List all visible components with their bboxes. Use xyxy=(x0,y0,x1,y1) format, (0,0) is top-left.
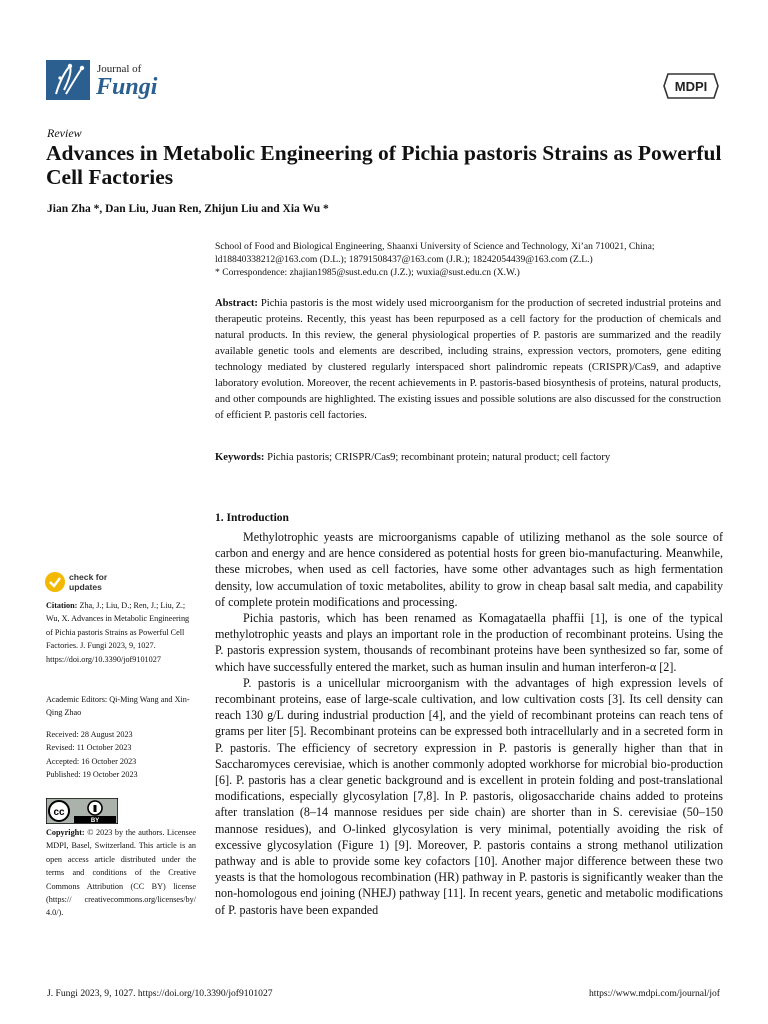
journal-of-label: Journal of xyxy=(97,63,142,75)
check-for-updates-button[interactable] xyxy=(45,572,175,596)
keywords-text: Pichia pastoris; CRISPR/Cas9; recombinant protein; natural product; cell factory xyxy=(267,452,611,463)
check-updates-icon xyxy=(45,572,65,592)
copyright-block xyxy=(46,826,196,920)
date-received: Received: 28 August 2023 xyxy=(46,730,133,739)
correspondence-line: * Correspondence: zhajian1985@sust.edu.cn (J.Z.); wuxia@sust.edu.cn (X.W.) xyxy=(215,267,520,278)
keywords xyxy=(215,452,721,463)
date-revised: Revised: 11 October 2023 xyxy=(46,743,132,753)
article-title: Advances in Metabolic Engineering of Pichia pastoris Strains as Powerful Cell Factories xyxy=(46,141,722,189)
dates-block xyxy=(46,728,196,782)
citation-text: Zha, J.; Liu, D.; Ren, J.; Liu, Z.; Wu, X. Advances in Metabolic Engineering of Pichia pastoris Strains as Powerful Cell Factories. J. Fungi 2023, 9, 1027. https://doi.org/10.3390/jof9101027 xyxy=(46,601,190,664)
journal-name: Fungi xyxy=(96,74,158,100)
citation-block xyxy=(46,599,196,666)
author-list: Jian Zha *, Dan Liu, Juan Ren, Zhijun Liu and Xia Wu * xyxy=(47,203,329,215)
abstract-label: Abstract: xyxy=(215,298,258,309)
date-published: Published: 19 October 2023 xyxy=(46,770,138,780)
abstract-text: Pichia pastoris is the most widely used microorganism for the production of secreted industrial proteins and therapeutic proteins. Recently, this yeast has been repurposed as a cell factory for the production of chemicals and natural products. In this review, the general physiological properties of P. pastoris are summarized and the readily available genetic tools and elements are described, including strains, expression vectors, promoters, gene editing technology mediated by clustered regularly interspaced short palindromic repeats (CRISPR)/Cas9, and adaptive laboratory evolution. Moreover, the recent achievements in P. pastoris-based biosynthesis of proteins, natural products, and other compounds are highlighted. The existing issues and possible solutions are also discussed for the construction of efficient P. pastoris cell factories. xyxy=(215,298,721,421)
copyright-text: © 2023 by the authors. Licensee MDPI, Basel, Switzerland. This article is an open access article distributed under the terms and conditions of the Creative Commons Attribution (CC BY) license (https:// creativecommons.org/licenses/by/ 4.0/). xyxy=(46,828,197,918)
footer-journal-link[interactable]: https://www.mdpi.com/journal/jof xyxy=(588,988,720,999)
license-badge-text: BY xyxy=(90,818,100,824)
section-heading: 1. Introduction xyxy=(215,512,289,524)
keywords-label: Keywords: xyxy=(215,452,265,463)
check-updates-label: check for updates xyxy=(69,572,108,592)
article-type: Review xyxy=(47,126,82,140)
affiliation-line: School of Food and Biological Engineering, Shaanxi University of Science and Technology, Xi’an 710021, China; xyxy=(215,241,655,252)
footer-citation: J. Fungi 2023, 9, 1027. https://doi.org/10.3390/jof9101027 xyxy=(47,988,273,999)
journal-logo-icon xyxy=(46,60,90,100)
paragraph: P. pastoris is a unicellular microorganism with the advantages of high expression levels of recombinant proteins, ease of large-scale cultivation, and low cultivation costs [3]. Its cell density can reach 130 g/L during industrial production [4], and the yield of recombinant proteins can reach tens of grams per liter [5]. Recombinant proteins can be expressed both intracellularly and in a secreted form in P. pastoris. The efficiency of secretory expression in P. pastoris is generally higher than that in Saccharomyces cerevisiae, which is another commonly adopted workhorse for microbial bio-production [6]. P. pastoris has a clear genetic background and is excellent in protein folding and post-translational modifications, especially glycosylation [7,8]. In P. pastoris, oligosaccharide chains added to proteins after translation (8–14 mannose residues per side chain) are shorter than in S. cerevisiae (50–150 mannose residues), and O-linked glycosylation is very minimal, potentially avoiding the risk of excessive glycosylation (Figure 1) [9]. Moreover, P. pastoris contains a strong methanol utilization pathway and is able to provide some key cofactors [10]. Another major difference between these two yeasts is that the homologous recombination (HR) pathway in P. pastoris is significantly weaker than the non-homologous end joining (NHEJ) pathway [11]. In recent years, genetic and metabolic modifications of P. pastoris have been expanded xyxy=(215,675,723,917)
cc-by-license-icon[interactable] xyxy=(46,798,118,824)
mdpi-logo-text: MDPI xyxy=(674,79,708,94)
date-accepted: Accepted: 16 October 2023 xyxy=(46,756,137,766)
body-text xyxy=(215,529,723,918)
abstract xyxy=(215,296,721,424)
academic-editors: Academic Editors: Qi-Ming Wang and Xin-Qing Zhao xyxy=(46,695,190,718)
paragraph: Methylotrophic yeasts are microorganisms capable of utilizing methanol as the sole source of carbon and energy and are hence considered as potential hosts for green bio-manufacturing. Meanwhile, these microbes, when used as cell factories, have some other advantages such as high fermentation density, low accumulation of toxic metabolites, ability to grow in cheap basal salt media, and capability of complete protein modifications and processing. xyxy=(215,530,723,609)
svg-text:cc: cc xyxy=(53,807,65,818)
affiliation-line: ld18840338212@163.com (D.L.); 18791508437@163.com (J.R.); 18242054439@163.com (Z.L.) xyxy=(215,254,593,265)
mdpi-logo-icon xyxy=(662,72,720,100)
citation-label: Citation: xyxy=(46,601,78,610)
affiliation-block xyxy=(215,240,725,279)
paragraph: Pichia pastoris, which has been renamed as Komagataella phaffii [1], is one of the typical methylotrophic yeasts and plays an important role in the production of recombinant proteins. Using the P. pastoris expression system, thousands of recombinant proteins have been synthesized so far, some of which have successfully entered the market, such as human insulin and human interferon-α [2]. xyxy=(215,611,723,674)
copyright-label: Copyright: xyxy=(46,828,85,837)
